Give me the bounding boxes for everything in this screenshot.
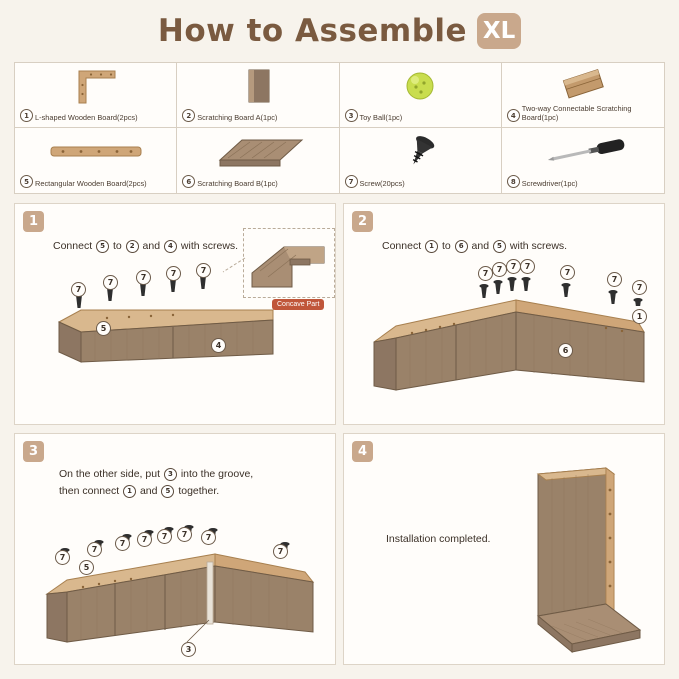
inline-part-badge: 5	[96, 240, 109, 253]
step-4-instruction: Installation completed.	[386, 533, 491, 545]
step-panel-3	[14, 433, 336, 665]
part-item	[177, 63, 339, 128]
marker-screw: 7	[273, 544, 288, 559]
part-item	[502, 63, 664, 128]
step-1-screw-arrows	[55, 272, 275, 320]
instr-text: Connect	[53, 240, 96, 252]
part-label: Scratching Board B(1pc)	[197, 178, 278, 188]
size-badge: XL	[477, 13, 521, 49]
instr-text: with screws.	[177, 240, 239, 252]
step-number: 4	[352, 441, 373, 462]
marker-screw: 7	[506, 259, 521, 274]
marker-part-5: 5	[96, 321, 111, 336]
marker-screw: 7	[607, 272, 622, 287]
part-label: Toy Ball(1pc)	[359, 112, 403, 122]
step-number: 2	[352, 211, 373, 232]
page-title-text: How to Assemble	[157, 13, 468, 49]
step-1-instruction	[53, 239, 238, 255]
instr-text: and	[468, 240, 492, 252]
part-item	[340, 63, 502, 128]
instr-text: and	[139, 240, 163, 252]
part-label: L-shaped Wooden Board(2pcs)	[35, 112, 138, 122]
instr-text: with screws.	[506, 240, 568, 252]
screwdriver-icon	[502, 132, 664, 172]
instr-text: and	[137, 485, 161, 497]
marker-part-1: 1	[632, 309, 647, 324]
marker-screw: 7	[71, 282, 86, 297]
part-label: Two-way Connectable Scratching Board(1pc)	[521, 103, 632, 122]
concave-part-label: Concave Part	[272, 299, 324, 310]
part-number: 2	[182, 109, 195, 122]
inline-part-badge: 5	[493, 240, 506, 253]
instr-text: together.	[175, 485, 220, 497]
part-label: Screw(20pcs)	[359, 178, 405, 188]
part-item	[15, 63, 177, 128]
scratching-board-a-icon	[177, 67, 338, 107]
part-number: 6	[182, 175, 195, 188]
step-3-instruction-line-2	[59, 484, 219, 500]
inline-part-badge: 1	[425, 240, 438, 253]
parts-list	[14, 62, 665, 194]
instr-text: to	[439, 240, 454, 252]
page-title	[0, 0, 679, 48]
assembly-steps	[14, 203, 665, 665]
step-number: 1	[23, 211, 44, 232]
marker-screw: 7	[87, 542, 102, 557]
marker-screw: 7	[196, 263, 211, 278]
part-item	[502, 128, 664, 193]
part-number: 5	[20, 175, 33, 188]
inline-part-badge: 3	[164, 468, 177, 481]
marker-screw: 7	[55, 550, 70, 565]
step-4-completed-illustration	[502, 464, 652, 654]
marker-screw: 7	[157, 529, 172, 544]
screw-icon	[340, 132, 501, 172]
marker-screw: 7	[166, 266, 181, 281]
two-way-board-icon	[502, 67, 664, 107]
part-number: 8	[507, 175, 520, 188]
inline-part-badge: 4	[164, 240, 177, 253]
part-number: 4	[507, 109, 520, 122]
part-item	[15, 128, 177, 193]
marker-screw: 7	[103, 275, 118, 290]
inline-part-badge: 6	[455, 240, 468, 253]
part-number: 3	[345, 109, 358, 122]
instr-text: Connect	[382, 240, 425, 252]
part-label: Screwdriver(1pc)	[521, 178, 578, 188]
instr-text: On the other side, put	[59, 468, 163, 480]
inline-part-badge: 2	[126, 240, 139, 253]
marker-screw: 7	[137, 532, 152, 547]
marker-screw: 7	[560, 265, 575, 280]
part-number: 7	[345, 175, 358, 188]
inline-part-badge: 1	[123, 485, 136, 498]
toy-ball-icon	[340, 67, 501, 107]
instr-text: then connect	[59, 485, 123, 497]
step-panel-2	[343, 203, 665, 425]
marker-screw: 7	[201, 530, 216, 545]
marker-screw: 7	[492, 262, 507, 277]
l-bracket-board-icon	[15, 67, 176, 107]
marker-screw: 7	[136, 270, 151, 285]
rectangular-board-icon	[15, 132, 176, 172]
marker-part-3: 3	[181, 642, 196, 657]
step-panel-4	[343, 433, 665, 665]
part-label: Scratching Board A(1pc)	[197, 112, 278, 122]
marker-part-5: 5	[79, 560, 94, 575]
marker-part-4: 4	[211, 338, 226, 353]
marker-screw: 7	[520, 259, 535, 274]
part-item	[340, 128, 502, 193]
marker-part-6: 6	[558, 343, 573, 358]
scratching-board-b-icon	[177, 132, 338, 172]
part-number: 1	[20, 109, 33, 122]
inline-part-badge: 5	[161, 485, 174, 498]
step-number: 3	[23, 441, 44, 462]
marker-screw: 7	[115, 536, 130, 551]
instr-text: to	[110, 240, 125, 252]
marker-screw: 7	[632, 280, 647, 295]
marker-screw: 7	[478, 266, 493, 281]
step-3-instruction-line-1	[59, 467, 253, 483]
marker-screw: 7	[177, 527, 192, 542]
instr-text: into the groove,	[177, 468, 254, 480]
part-item	[177, 128, 339, 193]
step-panel-1	[14, 203, 336, 425]
part-label: Rectangular Wooden Board(2pcs)	[35, 178, 147, 188]
